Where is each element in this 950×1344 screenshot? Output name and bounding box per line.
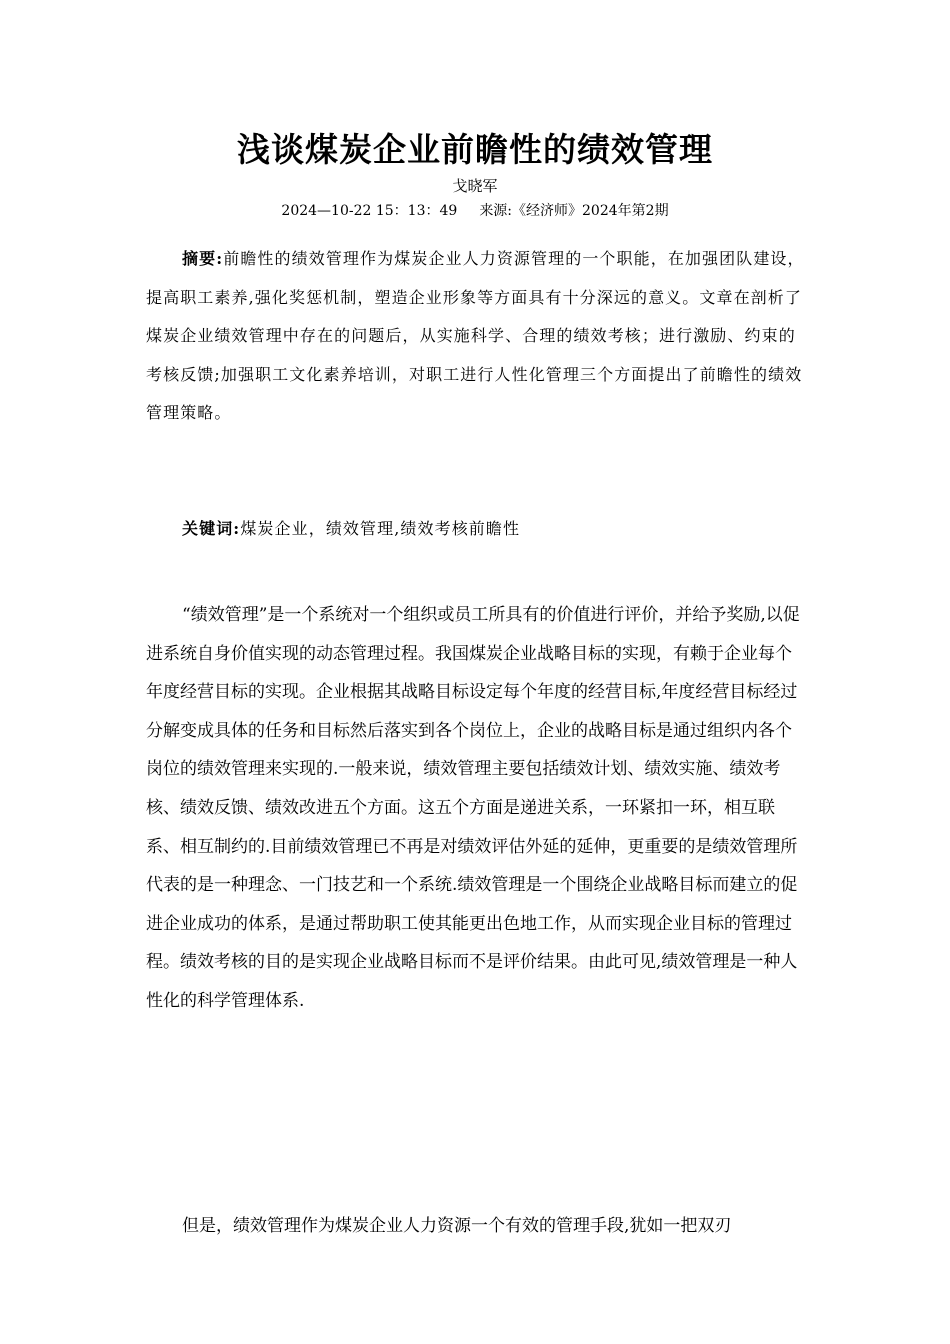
abstract-text: 前瞻性的绩效管理作为煤炭企业人力资源管理的一个职能，在加强团队建设，提高职工素养,强化奖惩机制，塑造企业形象等方面具有十分深远的意义。文章在剖析了煤炭企业绩效管理中存在的问题后，从实施科学、合理的绩效考核；进行激励、约束的考核反馈;加强职工文化素养培训，对职工进行人性化管理三个方面提出了前瞻性的绩效管理策略。: [146, 249, 805, 422]
keywords-label: 关键词:: [182, 519, 241, 538]
article-title: 浅谈煤炭企业前瞻性的绩效管理: [237, 130, 713, 169]
article-author: 戈晓军: [452, 177, 498, 195]
publish-datetime: 2024—10-22 15：13：49: [281, 203, 458, 219]
abstract: [146, 240, 806, 433]
keywords: [146, 510, 806, 548]
body-paragraph: “绩效管理”是一个系统对一个组织或员工所具有的价值进行评价，并给予奖励,以促进系统自身价值实现的动态管理过程。我国煤炭企业战略目标的实现，有赖于企业每个年度经营目标的实现。企业根据其战略目标设定每个年度的经营目标,年度经营目标经过分解变成具体的任务和目标然后落实到各个岗位上，企业的战略目标是通过组织内各个岗位的绩效管理来实现的.一般来说，绩效管理主要包括绩效计划、绩效实施、绩效考核、绩效反馈、绩效改进五个方面。这五个方面是递进关系，一环紧扣一环，相互联系、相互制约的.目前绩效管理已不再是对绩效评估外延的延伸，更重要的是绩效管理所代表的是一种理念、一门技艺和一个系统.绩效管理是一个围绕企业战略目标而建立的促进企业成功的体系，是通过帮助职工使其能更出色地工作，从而实现企业目标的管理过程。绩效考核的目的是实现企业战略目标而不是评价结果。由此可见,绩效管理是一种人性化的科学管理体系.: [146, 605, 800, 1011]
keywords-text: 煤炭企业，绩效管理,绩效考核前瞻性: [240, 519, 521, 538]
abstract-label: 摘要:: [182, 249, 224, 268]
article-source: 来源:《经济师》2024年第2期: [479, 203, 669, 219]
article-meta: [0, 201, 950, 221]
body-paragraph: 但是，绩效管理作为煤炭企业人力资源一个有效的管理手段,犹如一把双刃: [182, 1216, 732, 1236]
